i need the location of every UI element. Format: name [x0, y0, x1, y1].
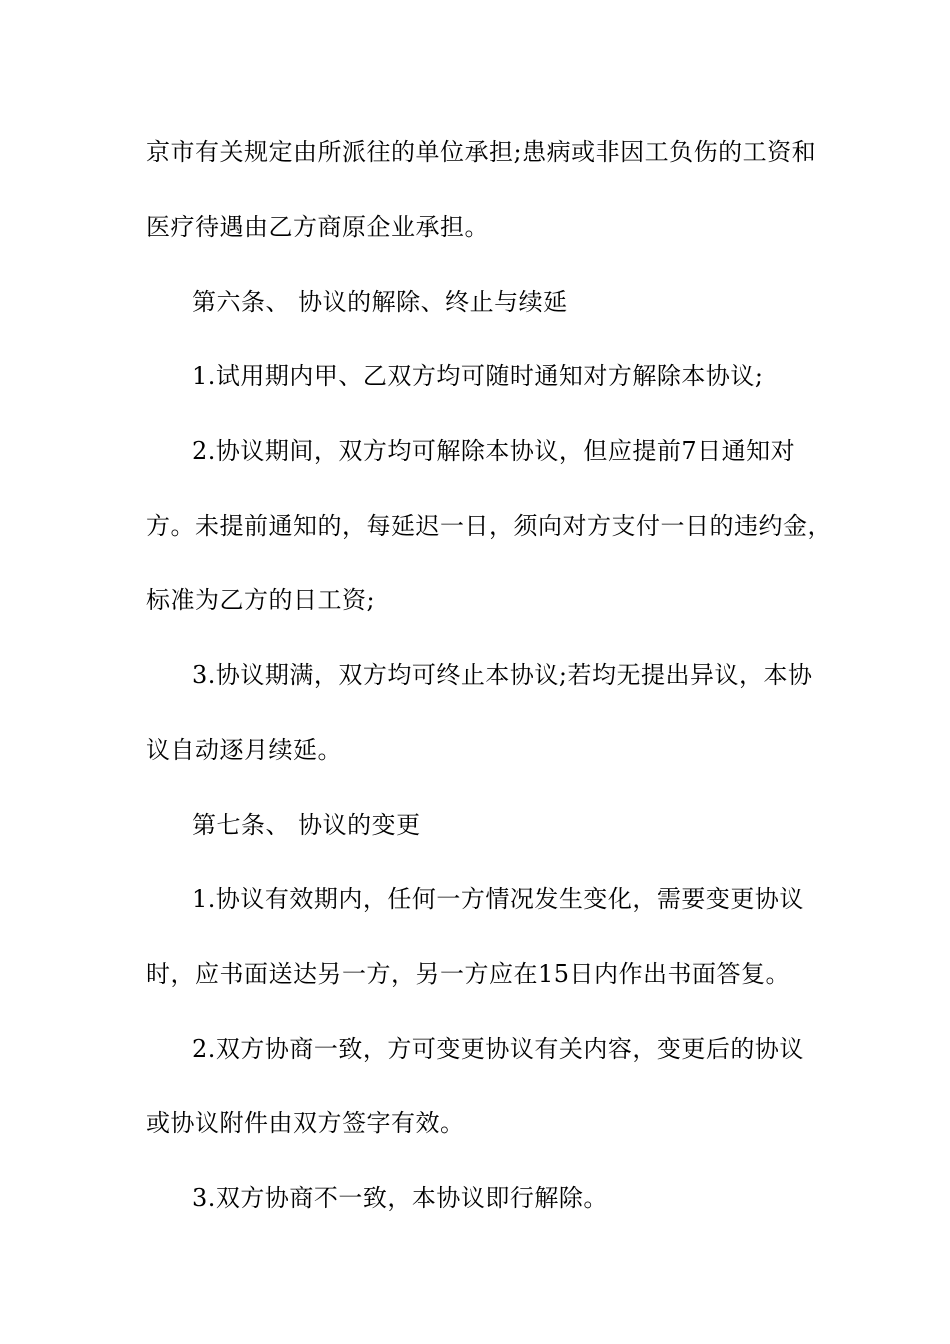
clause-6-2: 2.协议期间，双方均可解除本协议，但应提前7日通知对	[192, 437, 796, 465]
clause-7-1-continuation: 时，应书面送达另一方，另一方应在15日内作出书面答复。	[146, 960, 791, 988]
clause-7-1: 1.协议有效期内，任何一方情况发生变化，需要变更协议	[192, 885, 804, 913]
clause-7-2-continuation: 或协议附件由双方签字有效。	[146, 1109, 465, 1137]
clause-6-2-continuation: 标准为乙方的日工资;	[146, 586, 376, 614]
article-heading-6: 第六条、 协议的解除、终止与续延	[192, 288, 568, 316]
clause-6-1: 1.试用期内甲、乙双方均可随时通知对方解除本协议;	[192, 362, 764, 390]
clause-6-3-continuation: 议自动逐月续延。	[146, 736, 342, 764]
article-heading-7: 第七条、 协议的变更	[192, 811, 421, 839]
clause-7-2: 2.双方协商一致，方可变更协议有关内容，变更后的协议	[192, 1035, 804, 1063]
clause-6-3: 3.协议期满，双方均可终止本协议;若均无提出异议，本协	[192, 661, 813, 689]
text-line-continuation: 医疗待遇由乙方商原企业承担。	[146, 213, 489, 241]
clause-7-3: 3.双方协商不一致，本协议即行解除。	[192, 1184, 608, 1212]
clause-6-2-continuation: 方。未提前通知的，每延迟一日，须向对方支付一日的违约金，	[146, 512, 832, 540]
text-line-continuation: 京市有关规定由所派往的单位承担;患病或非因工负伤的工资和	[146, 138, 817, 166]
